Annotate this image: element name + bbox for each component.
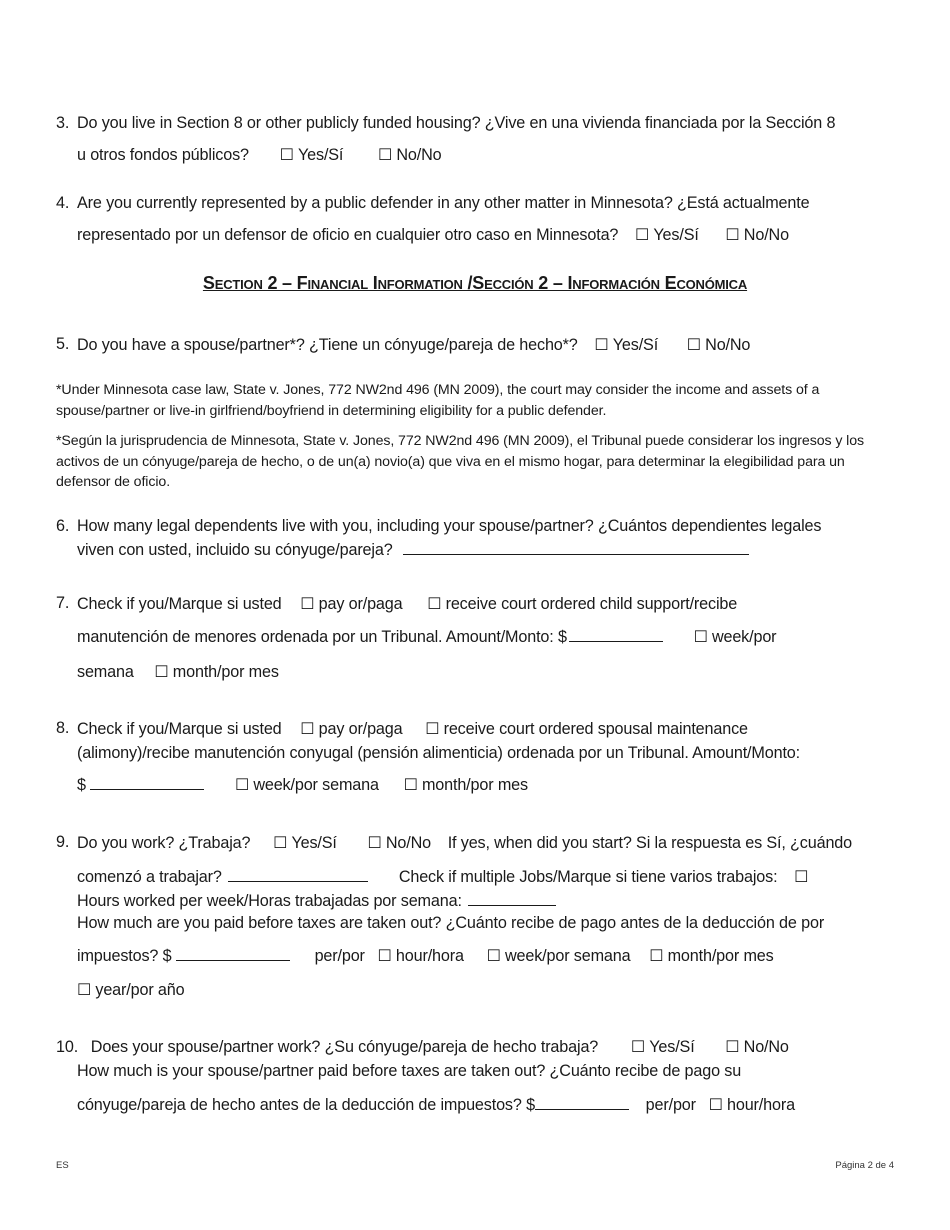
no-label: No/No bbox=[396, 146, 442, 164]
start-date-input[interactable] bbox=[228, 867, 368, 882]
yes-label: Yes/Sí bbox=[653, 226, 699, 244]
pay-label: pay or/paga bbox=[318, 595, 403, 613]
receive-label: receive court ordered child support/recibe bbox=[445, 595, 738, 613]
checkbox[interactable]: ☐ bbox=[630, 1038, 646, 1056]
question-text-line: 10. Does your spouse/partner work? ¿Su cónyuge/pareja de hecho trabaja? ☐ Yes/Sí ☐ No/No bbox=[56, 1038, 789, 1056]
checkbox[interactable]: ☐ bbox=[693, 628, 708, 646]
no-label: No/No bbox=[743, 226, 789, 244]
checkbox[interactable]: ☐ bbox=[725, 226, 740, 244]
checkbox[interactable]: ☐ bbox=[686, 336, 702, 354]
week-label: week/por semana bbox=[253, 776, 379, 794]
question-text: How many legal dependents live with you, including your spouse/partner? ¿Cuántos dependientes legales bbox=[77, 517, 822, 535]
question-number: 3. bbox=[56, 114, 70, 132]
amount-input[interactable] bbox=[90, 775, 204, 790]
question-text-line3: cónyuge/pareja de hecho antes de la deducción de impuestos? $ per/por ☐ hour/hora bbox=[77, 1096, 795, 1114]
question-text: Are you currently represented by a public defender in any other matter in Minnesota? ¿Está actualmente bbox=[77, 194, 810, 212]
question-text-line2: manutención de menores ordenada por un Tribunal. Amount/Monto: $ ☐ week/por bbox=[77, 628, 777, 646]
no-label: No/No bbox=[385, 834, 431, 852]
question-text-line2: (alimony)/recibe manutención conyugal (pensión alimenticia) ordenada por un Tribunal. Amount/Monto: bbox=[77, 744, 800, 762]
pay-amount-input[interactable] bbox=[176, 946, 290, 961]
question-text-line2: How much is your spouse/partner paid before taxes are taken out? ¿Cuánto recibe de pago su bbox=[77, 1062, 742, 1080]
checkbox[interactable]: ☐ bbox=[377, 947, 392, 965]
question-number: 8. bbox=[56, 719, 70, 737]
question-number: 9. bbox=[56, 833, 70, 851]
question-text-line5: impuestos? $ per/por ☐ hour/hora ☐ week/por semana ☐ month/por mes bbox=[77, 947, 774, 965]
checkbox[interactable]: ☐ bbox=[300, 595, 315, 613]
question-text-line: Check if you/Marque si usted ☐ pay or/paga ☐ receive court ordered child support/recibe bbox=[77, 595, 738, 613]
checkbox[interactable]: ☐ bbox=[77, 981, 92, 999]
month-label: month/por mes bbox=[667, 947, 774, 965]
checkbox[interactable]: ☐ bbox=[486, 947, 501, 965]
question-text-line3: $ ☐ week/por semana ☐ month/por mes bbox=[77, 776, 528, 794]
if-yes-text: If yes, when did you start? Si la respuesta es Sí, ¿cuándo bbox=[447, 834, 853, 852]
footnote-english: *Under Minnesota case law, State v. Jones, 772 NW2nd 496 (MN 2009), the court may consider the income and assets of a spouse/partner or live-in girlfriend/boyfriend in determining eligibility for a public defender. bbox=[56, 382, 820, 419]
yes-label: Yes/Sí bbox=[649, 1038, 695, 1056]
checkbox[interactable]: ☐ bbox=[234, 776, 250, 794]
yes-label: Yes/Sí bbox=[297, 146, 344, 164]
question-text-line3: Hours worked per week/Horas trabajadas por semana: bbox=[77, 891, 556, 911]
footer-language-code: ES bbox=[56, 1160, 69, 1171]
question-number: 10. bbox=[56, 1038, 79, 1056]
question-text-line2: representado por un defensor de oficio en cualquier otro caso en Minnesota? ☐ Yes/Sí ☐ No/No bbox=[77, 226, 789, 244]
question-text-line3: semana ☐ month/por mes bbox=[77, 663, 279, 681]
footnote-spanish: *Según la jurisprudencia de Minnesota, State v. Jones, 772 NW2nd 496 (MN 2009), el Tribunal puede considerar los ingresos y los activos de un cónyuge/pareja de hecho, o de un(a) novio(a) que viva en el mismo hogar, para determinar la elegibilidad para un defensor de oficio. bbox=[56, 433, 865, 490]
question-number: 4. bbox=[56, 194, 70, 212]
multiple-jobs-label: Check if multiple Jobs/Marque si tiene varios trabajos: bbox=[398, 868, 778, 886]
hours-input[interactable] bbox=[468, 891, 556, 906]
checkbox[interactable]: ☐ bbox=[594, 336, 609, 354]
checkbox[interactable]: ☐ bbox=[649, 947, 664, 965]
week-label: week/por semana bbox=[504, 947, 631, 965]
yes-label: Yes/Sí bbox=[291, 834, 337, 852]
question-text-line: Do you work? ¿Trabaja? ☐ Yes/Sí ☐ No/No If yes, when did you start? Si la respuesta es Sí, ¿cuándo bbox=[77, 834, 853, 852]
no-label: No/No bbox=[743, 1038, 789, 1056]
receive-label: receive court ordered spousal maintenance bbox=[443, 720, 748, 738]
question-number: 5. bbox=[56, 335, 70, 353]
checkbox[interactable]: ☐ bbox=[794, 868, 809, 886]
checkbox[interactable]: ☐ bbox=[273, 834, 288, 852]
checkbox[interactable]: ☐ bbox=[725, 1038, 740, 1056]
checkbox[interactable]: ☐ bbox=[427, 595, 442, 613]
checkbox[interactable]: ☐ bbox=[367, 834, 382, 852]
checkbox[interactable]: ☐ bbox=[378, 146, 393, 164]
dependents-input[interactable] bbox=[403, 540, 749, 555]
checkbox[interactable]: ☐ bbox=[403, 776, 418, 794]
hour-label: hour/hora bbox=[395, 947, 464, 965]
question-text-line: Do you have a spouse/partner*? ¿Tiene un cónyuge/pareja de hecho*? ☐ Yes/Sí ☐ No/No bbox=[77, 336, 751, 354]
page-number: Página 2 de 4 bbox=[835, 1160, 894, 1171]
year-label: year/por año bbox=[95, 981, 185, 999]
question-text: Do you live in Section 8 or other publicly funded housing? ¿Vive en una vivienda financiada por la Sección 8 bbox=[77, 114, 836, 132]
pay-label: pay or/paga bbox=[318, 720, 403, 738]
question-number: 7. bbox=[56, 594, 70, 612]
checkbox[interactable]: ☐ bbox=[425, 720, 440, 738]
question-text-line6 bbox=[77, 980, 184, 1000]
section-heading: Section 2 – Financial Information /Sección 2 – Información Económica bbox=[202, 273, 748, 293]
checkbox[interactable]: ☐ bbox=[300, 720, 315, 738]
checkbox[interactable]: ☐ bbox=[635, 226, 650, 244]
question-text-line4: How much are you paid before taxes are taken out? ¿Cuánto recibe de pago antes de la deducción de por bbox=[77, 914, 825, 932]
amount-input[interactable] bbox=[569, 627, 663, 642]
checkbox[interactable]: ☐ bbox=[279, 146, 294, 164]
checkbox[interactable]: ☐ bbox=[154, 663, 169, 681]
week-label: week/por bbox=[711, 628, 777, 646]
question-number: 6. bbox=[56, 517, 70, 535]
question-text-line2: comenzó a trabajar? Check if multiple Jobs/Marque si tiene varios trabajos: ☐ bbox=[77, 868, 809, 886]
question-text-line2: viven con usted, incluido su cónyuge/pareja? bbox=[77, 540, 749, 560]
checkbox[interactable]: ☐ bbox=[708, 1096, 723, 1114]
month-label: month/por mes bbox=[172, 663, 279, 681]
no-label: No/No bbox=[705, 336, 751, 354]
month-label: month/por mes bbox=[421, 776, 528, 794]
question-text-line2: u otros fondos públicos? ☐ Yes/Sí ☐ No/No bbox=[77, 146, 442, 164]
spouse-pay-input[interactable] bbox=[535, 1095, 629, 1110]
yes-label: Yes/Sí bbox=[612, 336, 659, 354]
hour-label: hour/hora bbox=[727, 1096, 795, 1114]
question-text-line: Check if you/Marque si usted ☐ pay or/paga ☐ receive court ordered spousal maintenance bbox=[77, 720, 748, 738]
